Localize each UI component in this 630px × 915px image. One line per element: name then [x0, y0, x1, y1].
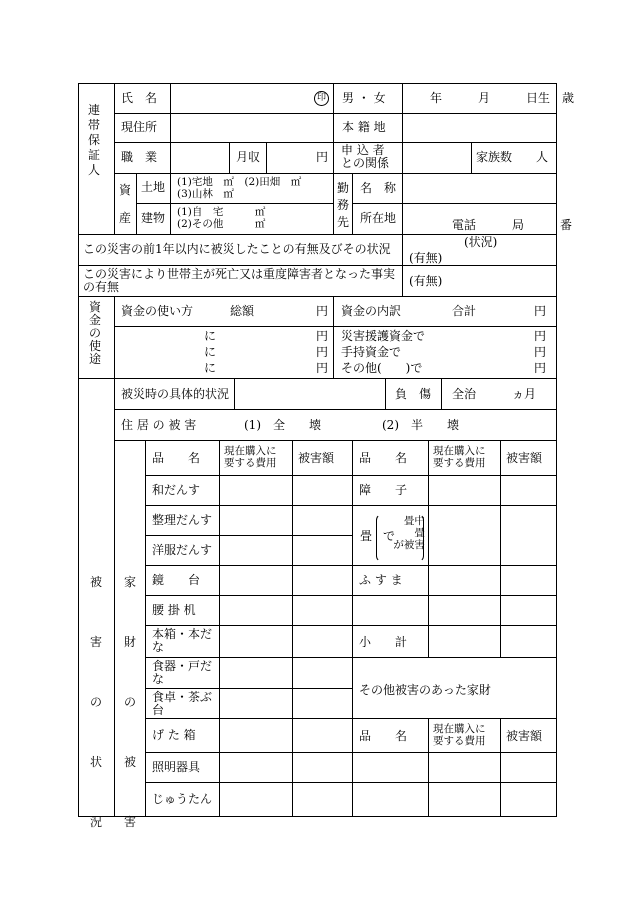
fund-yen-2: 円: [534, 345, 547, 359]
col-cost-right-2: 現在購入に 要する費用: [433, 723, 486, 747]
fund-yen-3: 円: [534, 361, 547, 375]
col-damage-right: 被害額: [506, 451, 543, 465]
name-label: 氏 名: [121, 91, 158, 105]
use-yen-2: 円: [316, 345, 329, 359]
item-shoumei: 照明器具: [152, 760, 201, 774]
workplace-label: 勤 務 先: [336, 181, 349, 229]
job-label: 職 業: [121, 150, 158, 164]
funds-use-label: 資 金 の 使 途: [88, 300, 101, 366]
use-ni-2: に: [204, 345, 217, 359]
birth-date: 年 月 日生 歳: [430, 91, 575, 105]
family-count: 家族数 人: [476, 150, 549, 164]
damage-status-label: 被 害 の 状 況: [89, 575, 102, 829]
item-shokki: 食器・戸だ な: [152, 659, 213, 686]
heal-period: 全治 ヵ月: [452, 387, 537, 401]
injury-label: 負 傷: [395, 387, 432, 401]
income-yen: 円: [316, 150, 329, 164]
past-disaster-question: この災害の前1年以内に被災したことの有無及びその状況: [83, 242, 391, 256]
fund-relief: 災害援護資金で: [341, 329, 426, 343]
breakdown-label: 資金の内訳: [341, 304, 402, 318]
item-shokutaku: 食卓・茶ぶ 台: [152, 690, 213, 717]
sum-label: 合計: [452, 304, 477, 318]
subtotal-label: 小 計: [359, 635, 408, 649]
item-shoji: 障 子: [359, 483, 408, 497]
status-label: (状況): [464, 235, 498, 249]
item-honbako: 本箱・本だ な: [152, 627, 213, 654]
work-address-label: 所在地: [360, 211, 397, 225]
total-yen: 円: [316, 304, 329, 318]
sex-choice: 男 ・ 女: [342, 91, 386, 105]
land-label: 土地: [141, 180, 166, 194]
full-destroy: (1) 全 壊: [244, 418, 321, 432]
col-cost-left: 現在購入に 要する費用: [224, 445, 277, 469]
use-yen-1: 円: [316, 329, 329, 343]
item-getabako: げ た 箱: [152, 728, 196, 742]
income-label: 月収: [236, 150, 261, 164]
item-wadansu: 和だんす: [152, 483, 201, 497]
work-name-label: 名 称: [360, 181, 397, 195]
other-household-label: その他被害のあった家財: [359, 683, 491, 697]
col-item-left: 品 名: [152, 451, 201, 465]
total-label: 総額: [230, 304, 255, 318]
fund-other: その他( )で: [341, 361, 423, 375]
col-cost-right: 現在購入に 要する費用: [433, 445, 486, 469]
phone-number: 電話 局 番: [452, 218, 573, 232]
item-tatami: 畳: [360, 529, 373, 543]
item-koshikake-tsukue: 腰 掛 机: [152, 603, 196, 617]
col-damage-left: 被害額: [298, 451, 335, 465]
situation-label: 被災時の具体的状況: [121, 387, 230, 401]
land-detail: (1)宅地 ㎡ (2)田畑 ㎡ (3)山林 ㎡: [177, 176, 302, 200]
tatami-note: 畳中 畳 が被害: [393, 515, 425, 551]
item-youfuku-dansu: 洋服だんす: [152, 543, 213, 557]
seal-mark: 印: [314, 91, 329, 106]
sum-yen: 円: [534, 304, 547, 318]
building-detail: (1)自 宅 ㎡ (2)その他 ㎡: [177, 206, 266, 230]
item-seiri-dansu: 整理だんす: [152, 513, 213, 527]
tatami-de: で: [383, 529, 396, 543]
domicile-label: 本 籍 地: [342, 120, 386, 134]
household-damage-label: 家 財 の 被 害: [123, 575, 136, 829]
col-item-right: 品 名: [359, 451, 408, 465]
death-question: この災害により世帯主が死亡又は重度障害者となった事実の有無: [83, 267, 396, 294]
col-damage-right-2: 被害額: [506, 729, 543, 743]
use-ni-1: に: [204, 329, 217, 343]
relation-label: 申 込 者 との関係: [341, 143, 390, 170]
use-yen-3: 円: [316, 361, 329, 375]
past-disaster-yesno: (有無): [409, 251, 443, 265]
fund-yen-1: 円: [534, 329, 547, 343]
use-ni-3: に: [204, 361, 217, 375]
assets-label: 資 産: [118, 183, 131, 225]
use-label: 資金の使い方: [121, 304, 194, 318]
guarantor-label: 連 帯 保 証 人: [87, 103, 100, 177]
death-yesno: (有無): [409, 274, 443, 288]
half-destroy: (2) 半 壊: [382, 418, 459, 432]
item-kyoudai: 鏡 台: [152, 573, 201, 587]
building-label: 建物: [141, 211, 166, 225]
address-label: 現住所: [121, 120, 158, 134]
house-damage-label: 住 居 の 被 害: [121, 418, 197, 432]
fund-own: 手持資金で: [341, 345, 402, 359]
item-fusuma: ふ す ま: [359, 573, 403, 587]
item-juutan: じゅうたん: [152, 792, 213, 806]
col-item-right-2: 品 名: [359, 729, 408, 743]
